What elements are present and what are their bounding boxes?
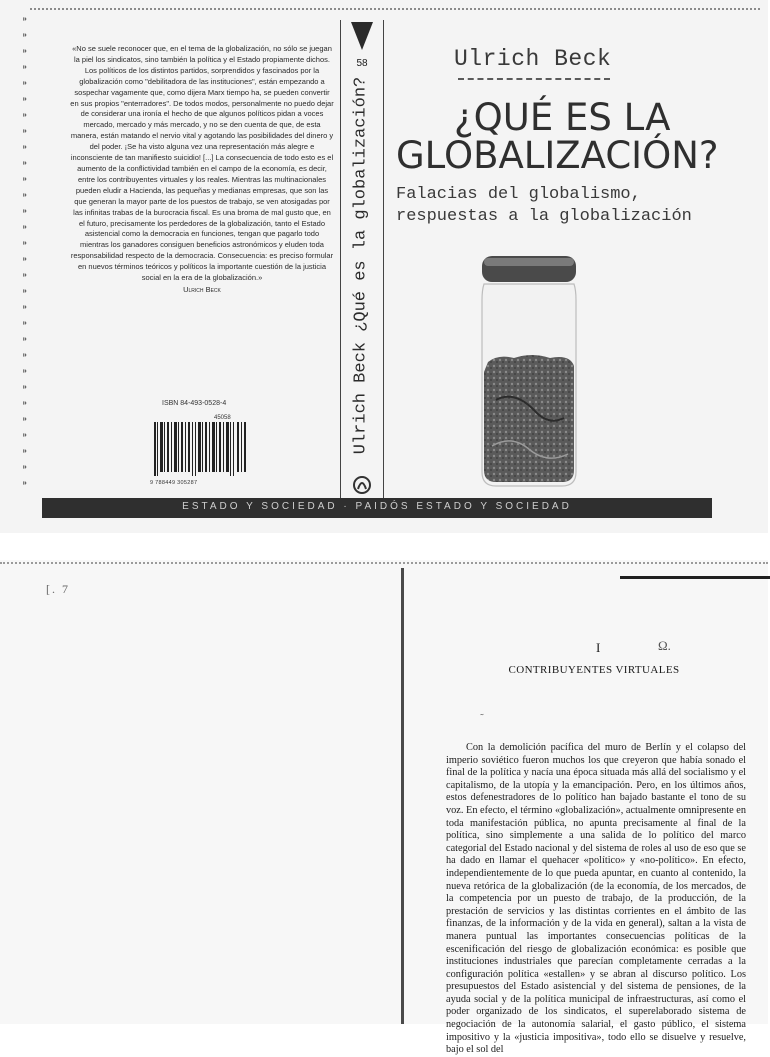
- barcode-code: 45058: [214, 415, 231, 421]
- open-book-scan: [0, 560, 768, 1056]
- spiral-binding: ⁍ ⁍ ⁍ ⁍ ⁍ ⁍ ⁍ ⁍ ⁍ ⁍ ⁍ ⁍ ⁍ ⁍ ⁍ ⁍ ⁍ ⁍ ⁍ ⁍ ⁍ ⁍ ⁍ ⁍ ⁍ ⁍ ⁍ ⁍ ⁍ ⁍: [22, 14, 28, 490]
- subtitle-line2: respuestas a la globalización: [396, 207, 692, 226]
- front-cover-author: Ulrich Beck: [454, 46, 612, 72]
- spine-title: Ulrich Beck ¿Qué es la globalización?: [351, 76, 371, 455]
- series-band-text: ESTADO Y SOCIEDAD · PAIDÓS ESTADO Y SOCIEDAD: [182, 501, 572, 512]
- chapter-numeral: I: [596, 640, 601, 655]
- front-cover-title-line1: ¿QUÉ ES LA: [454, 96, 671, 139]
- series-band: [42, 498, 712, 518]
- body-paragraph: Con la demolición pacífica del muro de Berlín y el colapso del imperio soviético fueron muchos los que creyeron que había sonado el final de la política y nacía una época situada más allá del socialismo y el capitalismo, de la utopía y la emancipación. Pero, en los últimos años, estos defenestradores de lo político han bajado bastante el tono de su voz. En efecto, el término «globalización», actualmente omnipresente en toda manifestación pública, no apunta precisamente al final de la política, sino simplemente a una salida de lo político del marco categorial del Estado nacional y del sistema de roles al uso de eso que se ha dado en llamar el quehacer «político» y «no-político». En efecto, independientemente de lo que pueda apuntar, en cuanto al contenido, la nueva retórica de la globalización (de la economía, de los mercados, de la competencia por un puesto de trabajo, de la producción, de la prestación de servicios y las distintas corrientes en el ámbito de las finanzas, de la información y de la vida en general), saltan a la vista de manera puntual las importantes consecuencias políticas de la escenificación del riesgo de globalización económica: es posible que instituciones industriales que parecían completamente cerradas a la configuración política «estallen» y se abran al discurso político. Los presupuestos del Estado asistencial y del sistema de pensiones, de la ayuda social y de la política municipal de infraestructuras, así como el poder organizado de los sindicatos, el superelaborado sistema de negociación de la autonomía salarial, el gasto público, el sistema impositivo y la «justicia impositiva», todo ello se disuelve y resuelve, bajo el sol del: [446, 742, 746, 1056]
- spine: [340, 20, 384, 500]
- back-cover: [62, 40, 340, 495]
- top-rule: [620, 576, 770, 579]
- left-page-mark: [. 7: [46, 582, 70, 596]
- jar-illustration-icon: [474, 250, 584, 490]
- spine-triangle-icon: [341, 20, 383, 54]
- front-cover-title-line2: GLOBALIZACIÓN?: [396, 134, 719, 177]
- chapter-body: [446, 742, 746, 1057]
- front-cover-subtitle: [396, 184, 696, 228]
- stray-mark: ˜: [480, 712, 484, 724]
- scan-edge-dots: [30, 8, 760, 10]
- blurb-text: «No se suele reconocer que, en el tema de la globalización, no sólo se juegan la piel los sindicatos, sino también la política y el Estado propiamente dichos. Los políticos de los distintos partidos, sorprendidos y fascinados por la globalización como "debilitadora de las instituciones", están empezando a sospechar vagamente que, como dijera Marx tiempo ha, se pueden convertir en sus propios "enterradores". De todos modos, personalmente no puedo dejar de considerar una ironía el hecho de que algunos políticos pidan a voces mercado, mercado y más mercado, y no se den cuenta de que, de esta manera, están matando el nervio vital y agotando las posibilidades del dinero y del poder. ¡Se ha visto alguna vez una representación más alegre e inconsciente de tan manifiesto suicidio! [...] La consecuencia de todo esto es el aumento de la conflictividad también en el campo de la economía, es decir, entre los contribuyentes virtuales y los reales. Mientras las multinacionales pueden eludir a Hacienda, las pequeñas y medianas empresas, que son las que generan la mayor parte de los puestos de trabajo, se ven atosigadas por las infinitas trabas de la burocracia fiscal. Es una broma de mal gusto que, en el futuro, precisamente los perdedores de la globalización, tanto el Estado asistencial como la democracia en funciones, tengan que pagarlo todo mientras los ganadores consiguen beneficios astronómicos y eluden toda responsabilidad respecto de la democracia. Consecuencia: es preciso formular en nuevos términos teóricos y políticos la importante cuestión de la justicia social en la era de la globalización.»: [70, 44, 334, 283]
- dashed-rule: [458, 78, 610, 80]
- chapter-title: CONTRIBUYENTES VIRTUALES: [508, 664, 680, 676]
- barcode-icon: [152, 412, 248, 478]
- spine-number: 58: [356, 58, 368, 69]
- scan-edge-dots: [0, 562, 768, 564]
- blurb-author: Ulrich Beck: [183, 284, 221, 294]
- isbn-label: ISBN 84-493-0528-4: [162, 400, 227, 407]
- barcode-digits: 9 788449 305287: [150, 480, 198, 486]
- publisher-logo-icon: [352, 475, 372, 495]
- right-page: [404, 568, 768, 1056]
- chapter-mark: Ω.: [658, 638, 671, 653]
- subtitle-line1: Falacias del globalismo,: [396, 185, 641, 204]
- isbn-block: [148, 400, 248, 494]
- left-page: [0, 568, 400, 1024]
- back-cover-blurb: [70, 44, 334, 296]
- front-cover: [382, 20, 719, 500]
